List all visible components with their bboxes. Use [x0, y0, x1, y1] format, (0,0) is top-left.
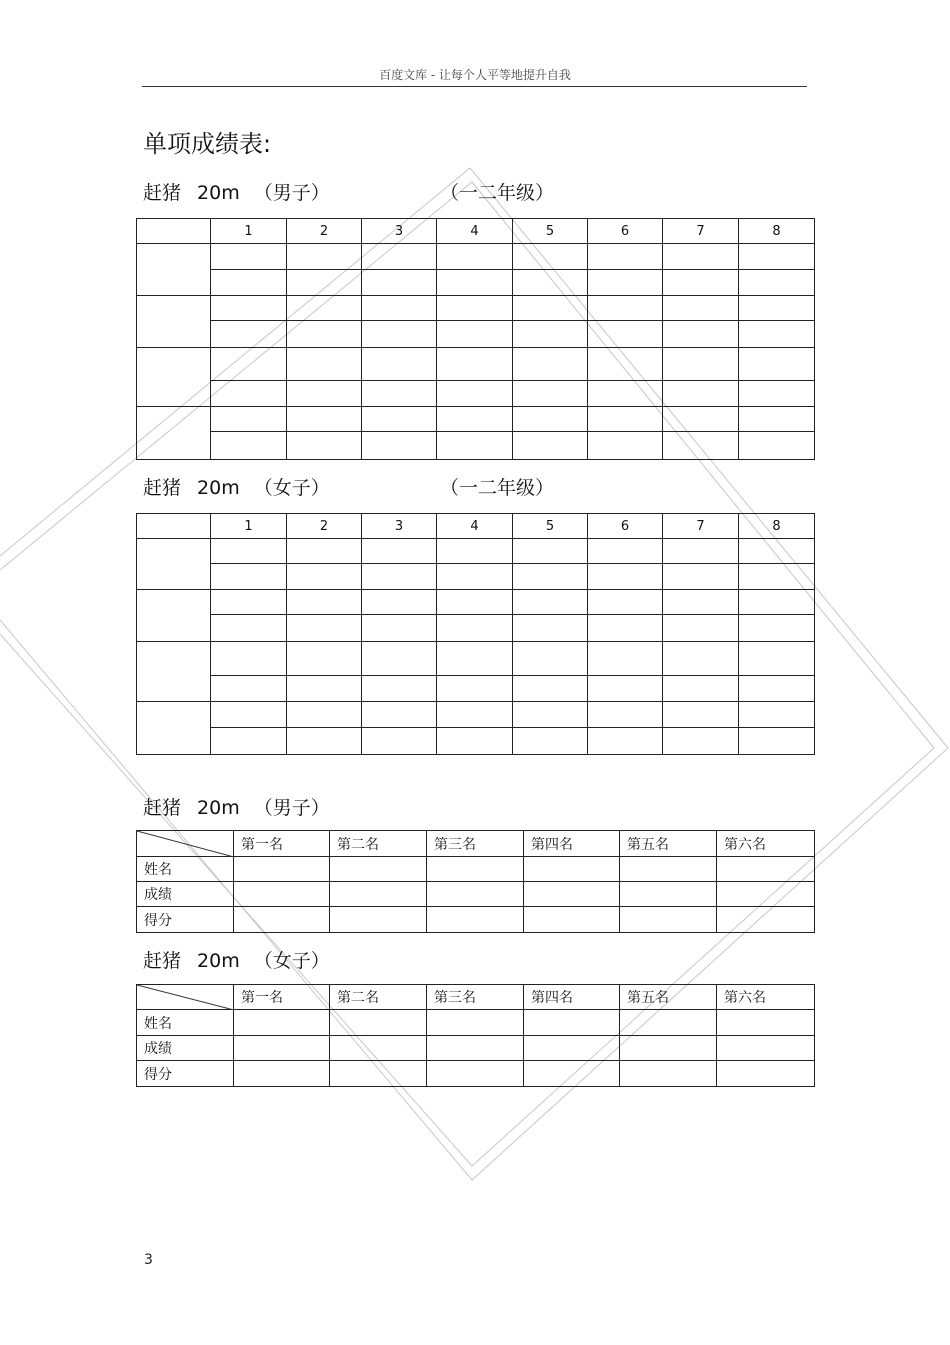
- event-gender: （男子）: [253, 182, 330, 204]
- rank-header: 第五名: [620, 985, 717, 1010]
- event-grade: （一二年级）: [440, 182, 555, 204]
- rank-header: 第六名: [717, 831, 815, 857]
- lane-header: 3: [362, 514, 437, 539]
- event-grade: （一二年级）: [440, 477, 555, 499]
- group-cell: [137, 244, 211, 296]
- row-label: 得分: [137, 1061, 234, 1087]
- section-title-3: [143, 793, 330, 820]
- table-row: [137, 1061, 815, 1087]
- lane-header: 4: [437, 219, 513, 244]
- table-row: [137, 381, 815, 407]
- table-row: [137, 676, 815, 702]
- table-row: [137, 407, 815, 432]
- lane-header: 2: [287, 219, 362, 244]
- table-header-row: [137, 985, 815, 1010]
- table-row: [137, 1010, 815, 1036]
- table-row: [137, 348, 815, 381]
- group-cell: [137, 539, 211, 590]
- lane-header: 5: [513, 219, 588, 244]
- event-distance: 20m: [197, 477, 240, 499]
- lane-header: 8: [739, 514, 815, 539]
- section-title-4: [143, 946, 330, 973]
- event-name: 赶猪: [143, 950, 182, 972]
- event-distance: 20m: [197, 950, 240, 972]
- group-cell: [137, 642, 211, 702]
- section-title-1: [143, 178, 555, 205]
- rank-header: 第二名: [330, 831, 427, 857]
- corner-cell: [137, 514, 211, 539]
- group-cell: [137, 702, 211, 755]
- group-cell: [137, 590, 211, 642]
- event-distance: 20m: [197, 797, 240, 819]
- table-header-row: [137, 219, 815, 244]
- lane-header: 4: [437, 514, 513, 539]
- ranks-table-2: [136, 984, 815, 1087]
- lane-header: 7: [663, 219, 739, 244]
- corner-cell: [137, 219, 211, 244]
- event-name: 赶猪: [143, 477, 182, 499]
- rank-header: 第二名: [330, 985, 427, 1010]
- lane-header: 6: [588, 219, 663, 244]
- table-header-row: [137, 831, 815, 857]
- lane-header: 5: [513, 514, 588, 539]
- table-row: [137, 296, 815, 321]
- table-row: [137, 539, 815, 564]
- table-row: [137, 564, 815, 590]
- group-cell: [137, 407, 211, 460]
- rank-header: 第一名: [234, 831, 330, 857]
- rank-header: 第五名: [620, 831, 717, 857]
- table-row: [137, 907, 815, 933]
- lane-header: 2: [287, 514, 362, 539]
- row-label: 成绩: [137, 882, 234, 907]
- rank-header: 第四名: [524, 985, 620, 1010]
- row-label: 得分: [137, 907, 234, 933]
- lanes-table-1: [136, 218, 815, 460]
- lanes-table-2: [136, 513, 815, 755]
- page-number: 3: [144, 1252, 153, 1268]
- event-name: 赶猪: [143, 797, 182, 819]
- table-row: [137, 728, 815, 755]
- row-label: 成绩: [137, 1036, 234, 1061]
- rank-header: 第三名: [427, 985, 524, 1010]
- row-label: 姓名: [137, 1010, 234, 1036]
- ranks-table-1: [136, 830, 815, 933]
- diagonal-corner-cell: [137, 985, 234, 1010]
- lane-header: 3: [362, 219, 437, 244]
- lane-header: 8: [739, 219, 815, 244]
- table-row: [137, 321, 815, 348]
- table-row: [137, 590, 815, 615]
- event-gender: （男子）: [253, 797, 330, 819]
- lane-header: 6: [588, 514, 663, 539]
- table-row: [137, 702, 815, 728]
- diagonal-corner-cell: [137, 831, 234, 857]
- event-distance: 20m: [197, 182, 240, 204]
- section-title-2: [143, 473, 555, 500]
- rank-header: 第六名: [717, 985, 815, 1010]
- event-gender: （女子）: [253, 950, 330, 972]
- header-divider: [142, 86, 807, 87]
- group-cell: [137, 296, 211, 348]
- rank-header: 第三名: [427, 831, 524, 857]
- table-row: [137, 1036, 815, 1061]
- event-name: 赶猪: [143, 182, 182, 204]
- table-row: [137, 615, 815, 642]
- row-label: 姓名: [137, 857, 234, 882]
- lane-header: 1: [211, 514, 287, 539]
- table-row: [137, 244, 815, 270]
- rank-header: 第四名: [524, 831, 620, 857]
- table-row: [137, 857, 815, 882]
- lane-header: 1: [211, 219, 287, 244]
- table-row: [137, 882, 815, 907]
- lane-header: 7: [663, 514, 739, 539]
- event-gender: （女子）: [253, 477, 330, 499]
- page-title: 单项成绩表:: [143, 130, 272, 158]
- table-row: [137, 270, 815, 296]
- table-row: [137, 432, 815, 460]
- page-header: 百度文库 - 让每个人平等地提升自我: [379, 68, 571, 82]
- table-header-row: [137, 514, 815, 539]
- rank-header: 第一名: [234, 985, 330, 1010]
- table-row: [137, 642, 815, 676]
- group-cell: [137, 348, 211, 407]
